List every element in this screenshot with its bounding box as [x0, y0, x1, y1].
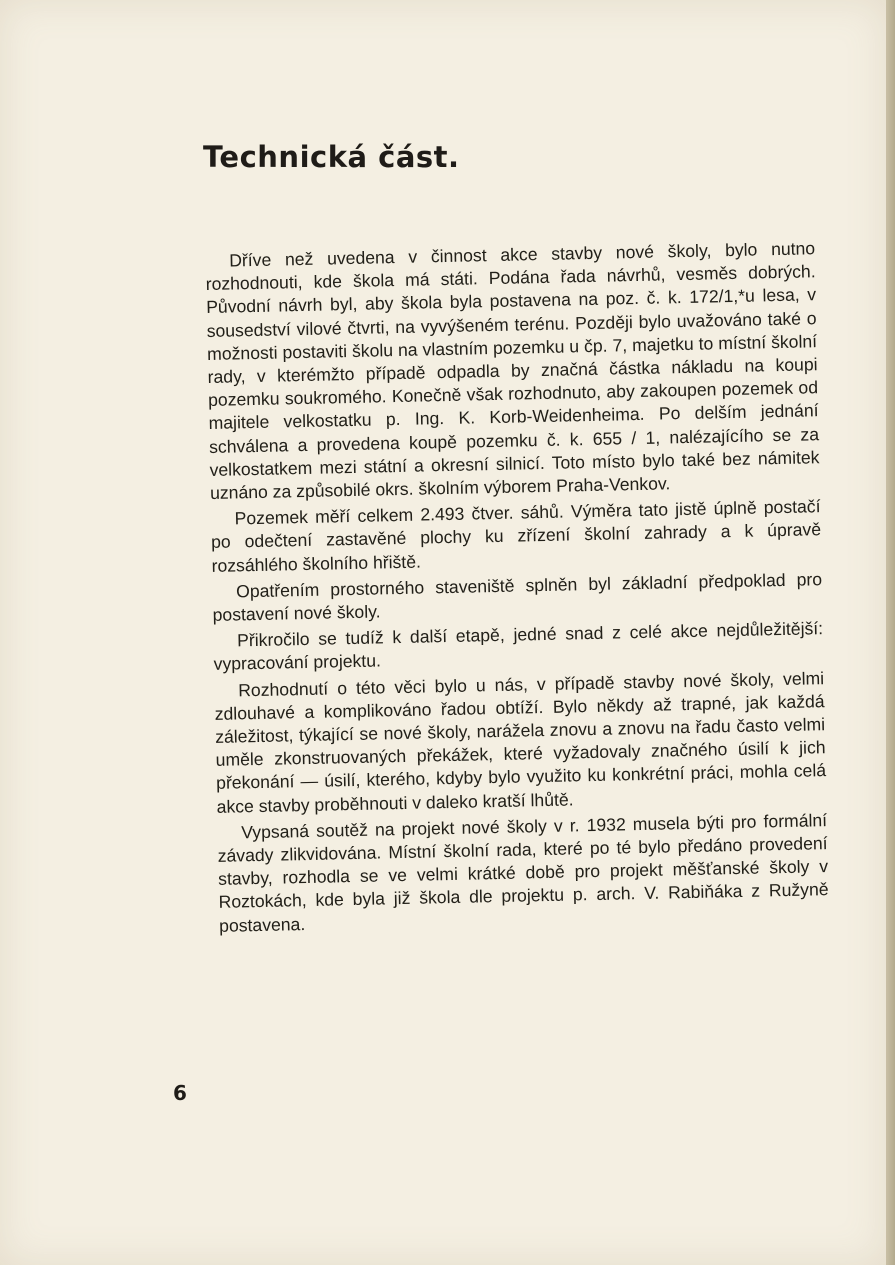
- paragraph-decision: Rozhodnutí o této věci bylo u nás, v případě stavby nové školy, velmi zdlouhavé a komplikováno řadou obtíží. Bylo někdy až trapné, jak každá záležitost, týkající se nové školy, narážela znovu a znovu na řadu často velmi uměle zkonstruovaných překážek, které vyžadovaly značného úsilí k jich překonání — úsilí, kterého, kdyby bylo využito ku konkrétní práci, mohla celá akce stavby proběhnouti v daleko kratší lhůtě.: [214, 667, 827, 817]
- paragraph-building-site: Opatřením prostorného staveniště splněn byl základní předpoklad pro postavení nové školy.: [212, 568, 823, 625]
- paragraph-site-selection: Dříve než uvedena v činnost akce stavby nové školy, bylo nutno rozhodnouti, kde škola má státi. Podána řada návrhů, vesměs dobrých. Původní návrh byl, aby škola byla postavena na poz. č. k. 172/1,*u lesa, v sousedství vilové čtvrti, na vyvýšeném terénu. Později bylo uvažováno také o možnosti postaviti školu na vlastním pozemku u čp. 7, majetku to místní školní rady, v kterémžto případě odpadla by značná částka nákladu na koupi pozemku soukromého. Konečně však rozhodnuto, aby zakoupen pozemek od majitele velkostatku p. Ing. K. Korb-Weidenheima. Po delším jednání schválena a provedena koupě pozemku č. k. 655 / 1, nalézajícího se za velkostatkem mezi státní a okresní silnicí. Toto místo bylo také bez námitek uznáno za způsobilé okrs. školním výborem Praha-Venkov.: [205, 238, 820, 503]
- page-number: 6: [173, 1081, 187, 1105]
- paragraph-next-stage: Přikročilo se tudíž k další etapě, jedné snad z celé akce nejdůležitější: vypracování projektu.: [213, 618, 824, 675]
- paragraph-plot-size: Pozemek měří celkem 2.493 čtver. sáhů. Výměra tato jistě úplně postačí po odečtení zastavěné plochy ku zřízení školní zahrady a k úpravě rozsáhlého školního hřiště.: [210, 496, 822, 576]
- body-text: [205, 237, 829, 941]
- page-title: Technická část.: [203, 140, 460, 174]
- paragraph-competition: Vypsaná soutěž na projekt nové školy v r. 1932 musela býti pro formální závady zlikvidována. Místní školní rada, které po té bylo předáno provedení stavby, rozhodla se ve velmi krátké době pro projekt měšťanské školy v Roztokách, kde byla již škola dle projektu p. arch. V. Rabiňáka z Ružyně postavena.: [217, 809, 829, 936]
- page-edge: [886, 0, 895, 1265]
